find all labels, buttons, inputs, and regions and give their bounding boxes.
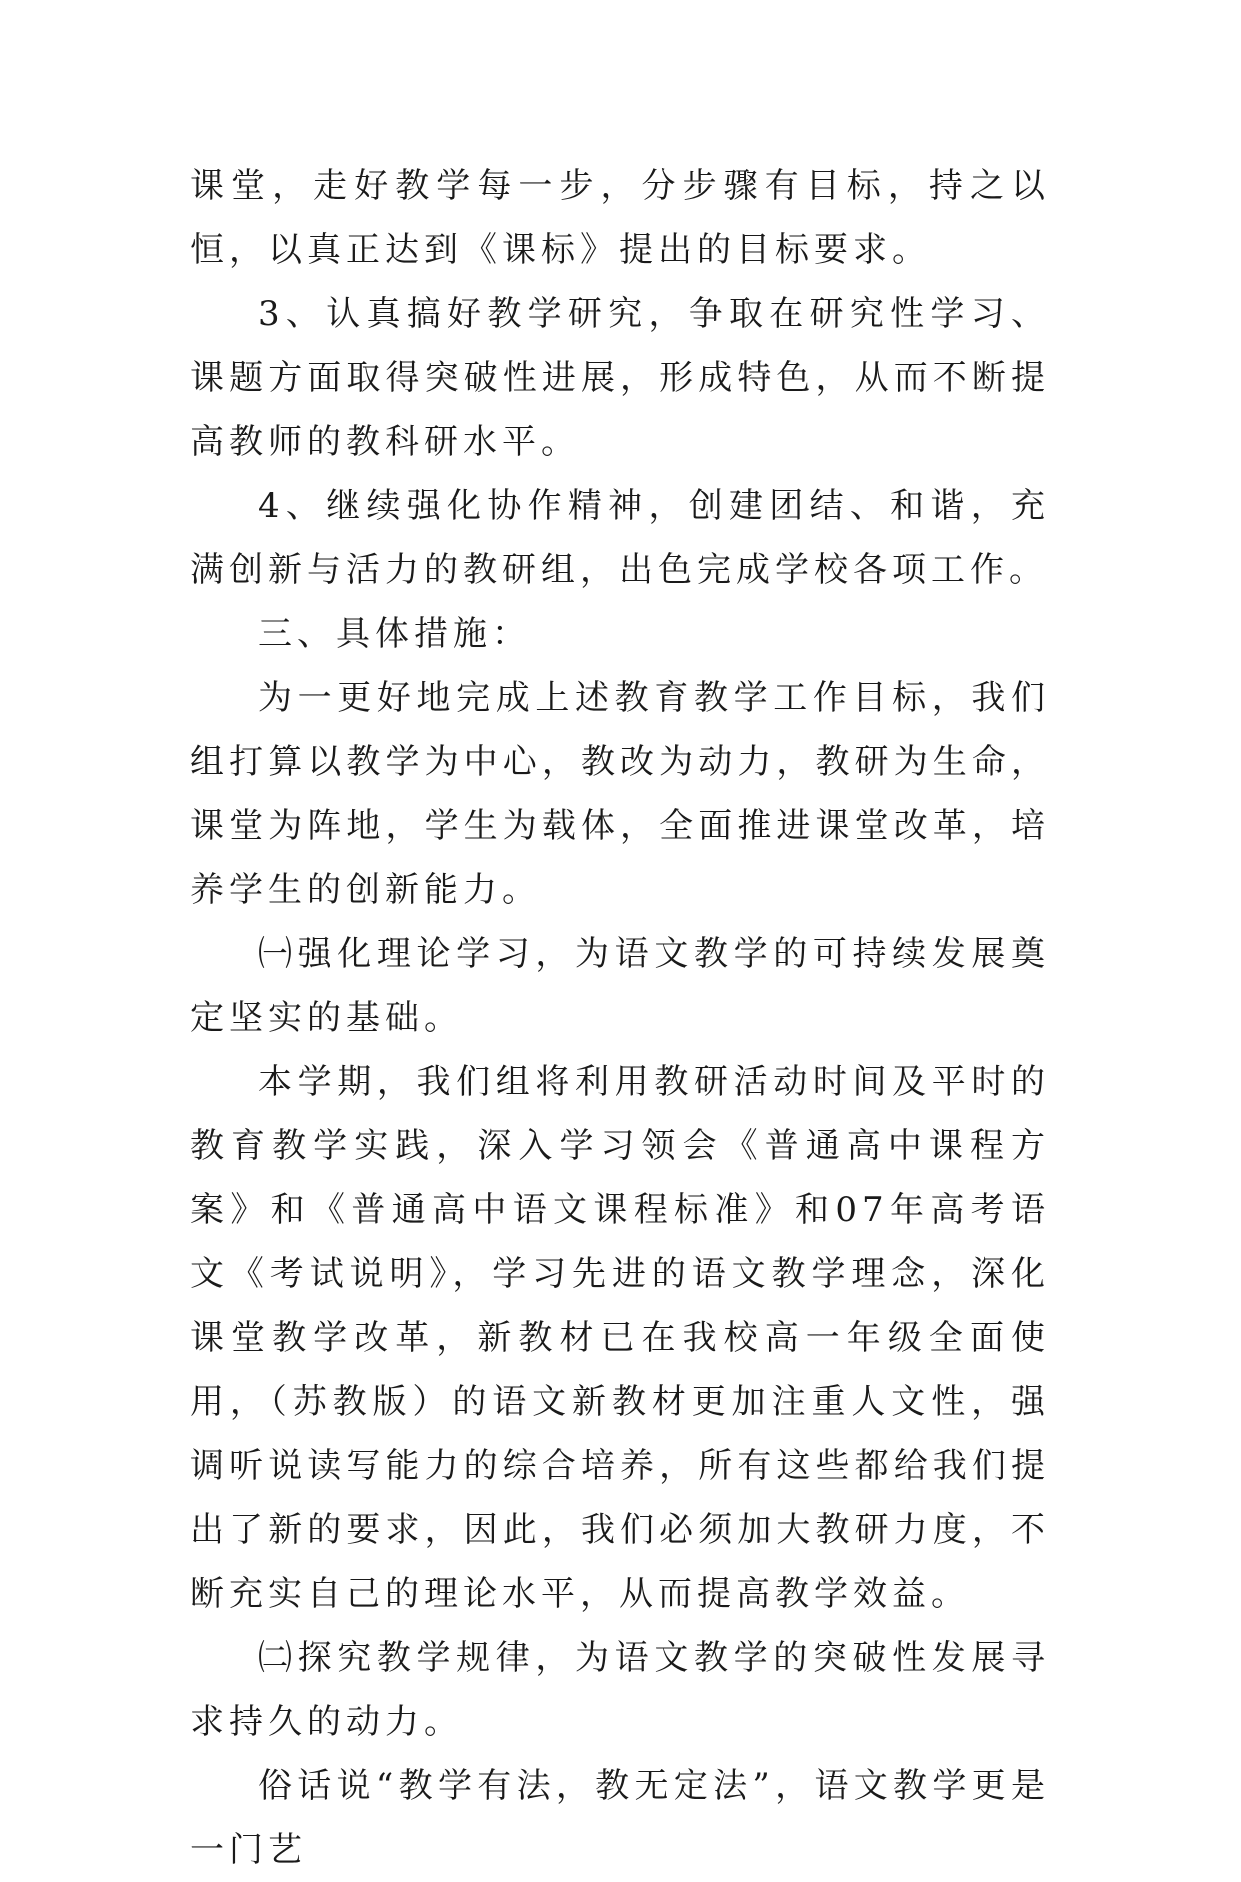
- paragraph: 俗话说“教学有法，教无定法”，语文教学更是一门艺: [190, 1766, 1050, 1870]
- paragraph: 3、认真搞好教学研究，争取在研究性学习、课题方面取得突破性进展，形成特色，从而不断提高教师的教科研水平。: [190, 294, 1050, 462]
- paragraph: 4、继续强化协作精神，创建团结、和谐，充满创新与活力的教研组，出色完成学校各项工作。: [190, 486, 1050, 590]
- section-heading: 三、具体措施：: [258, 614, 531, 654]
- document-body: [190, 154, 1050, 1882]
- paragraph: 为一更好地完成上述教育教学工作目标，我们组打算以教学为中心，教改为动力，教研为生命，课堂为阵地，学生为载体，全面推进课堂改革，培养学生的创新能力。: [190, 678, 1050, 910]
- subsection-heading: ㈡探究教学规律，为语文教学的突破性发展寻求持久的动力。: [190, 1638, 1050, 1742]
- paragraph: 课堂，走好教学每一步，分步骤有目标，持之以恒，以真正达到《课标》提出的目标要求。: [190, 166, 1050, 270]
- subsection-heading: ㈠强化理论学习，为语文教学的可持续发展奠定坚实的基础。: [190, 934, 1050, 1038]
- paragraph: 本学期，我们组将利用教研活动时间及平时的教育教学实践，深入学习领会《普通高中课程方案》和《普通高中语文课程标准》和07年高考语文《考试说明》，学习先进的语文教学理念，深化课堂教学改革，新教材已在我校高一年级全面使用，（苏教版）的语文新教材更加注重人文性，强调听说读写能力的综合培养，所有这些都给我们提出了新的要求，因此，我们必须加大教研力度，不断充实自己的理论水平，从而提高教学效益。: [190, 1062, 1050, 1614]
